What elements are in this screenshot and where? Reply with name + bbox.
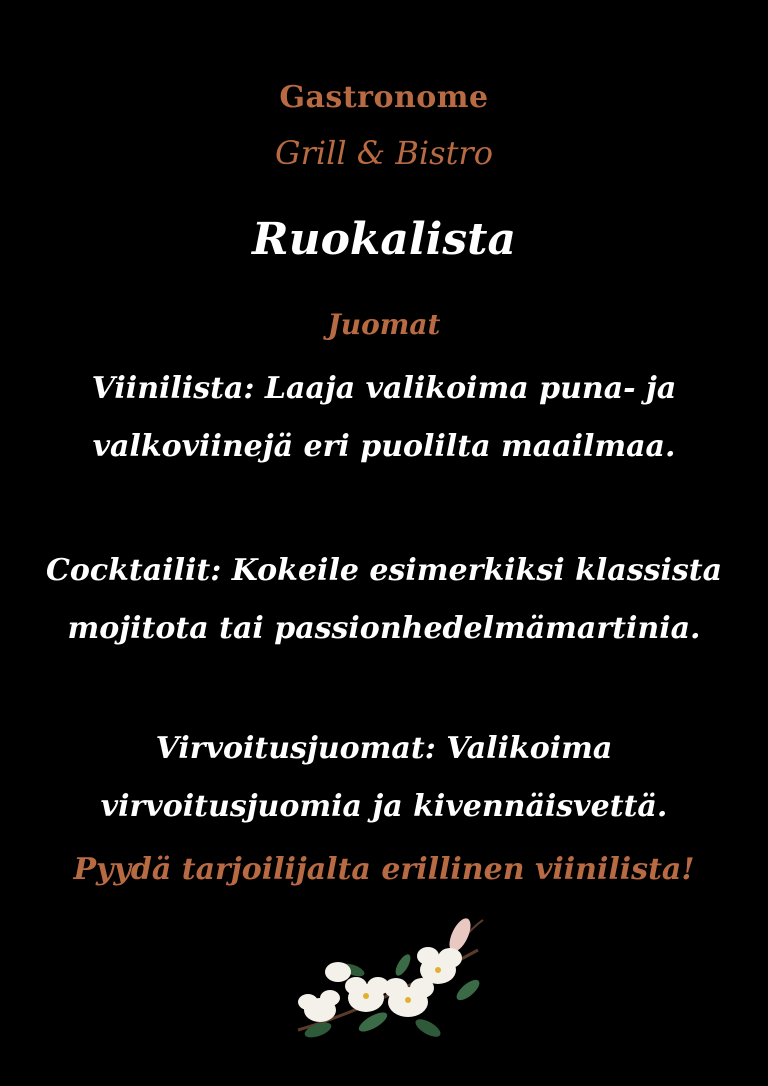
menu-item-cocktails [40, 542, 728, 658]
page-title: Ruokalista [252, 214, 516, 265]
menu-item-label: Cocktailit: [45, 553, 222, 588]
magnolia-flowers-icon [278, 910, 498, 1050]
menu-item-text: Laaja valikoima puna- ja valkoviinejä eri puolilta maailmaa. [92, 371, 677, 464]
brand-subtitle: Grill & Bistro [275, 134, 493, 172]
section-heading: Juomat [327, 308, 441, 341]
menu-item-wine-list [40, 360, 728, 476]
wine-list-note: Pyydä tarjoilijalta erillinen viinilista! [73, 852, 695, 887]
brand-name: Gastronome [279, 80, 489, 115]
menu-item-label: Viinilista: [91, 371, 255, 406]
menu-item-text: Kokeile esimerkiksi klassista mojitota tai passionhedelmämartinia. [67, 553, 723, 646]
menu-item-text: Valikoima virvoitusjuomia ja kivennäisvettä. [100, 731, 668, 824]
menu-item-soft-drinks [40, 720, 728, 836]
menu-item-label: Virvoitusjuomat: [155, 731, 436, 766]
